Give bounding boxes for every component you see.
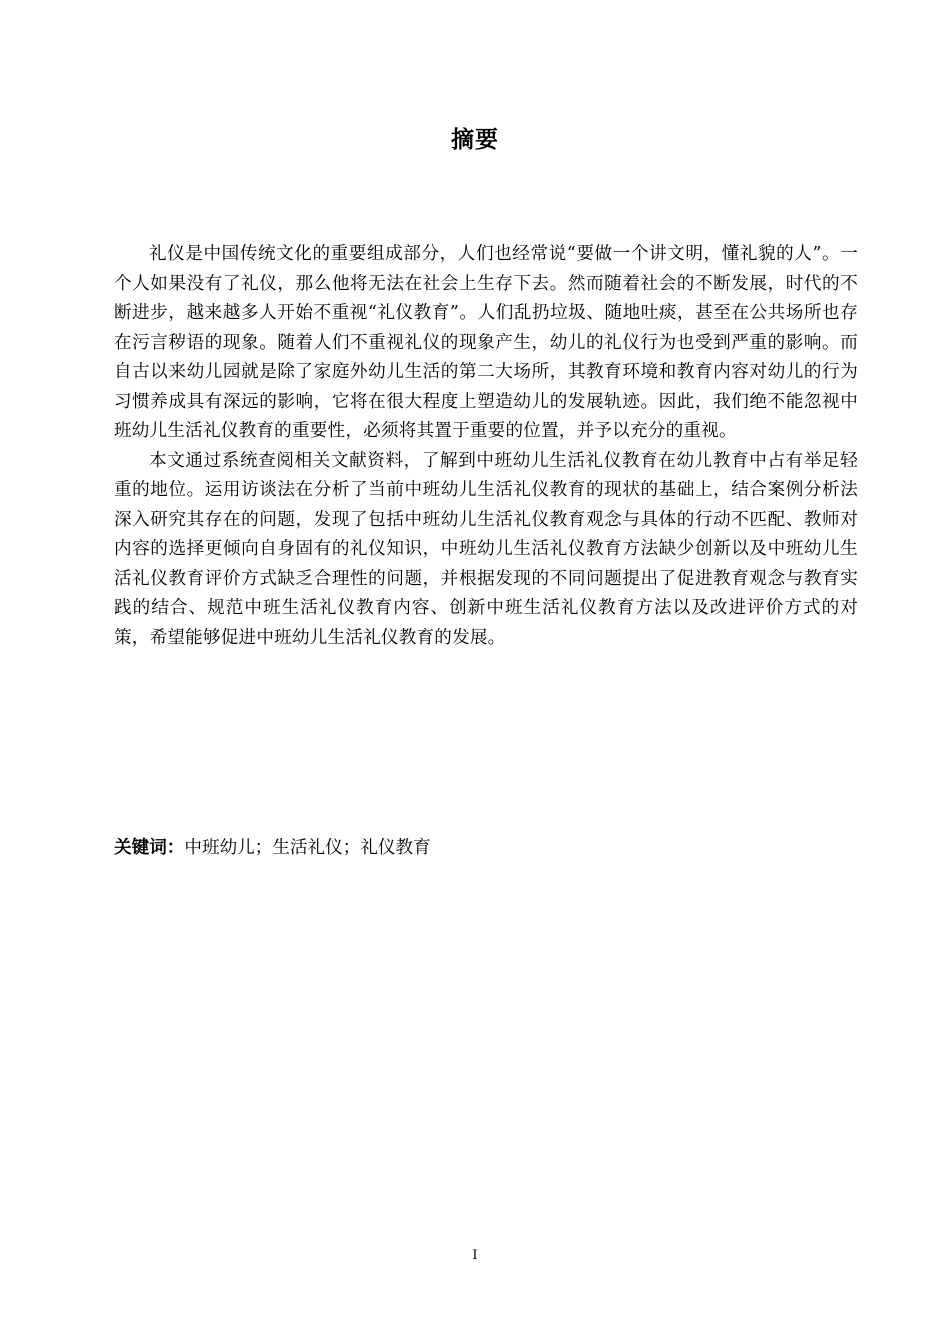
keywords-line [114,833,858,863]
page-number: I [472,1248,478,1263]
abstract-body [114,240,858,653]
page-title: 摘要 [451,127,499,153]
keywords-label: 关键词： [114,838,185,858]
abstract-paragraph: 礼仪是中国传统文化的重要组成部分，人们也经常说“要做一个讲文明，懂礼貌的人”。一个人如果没有了礼仪，那么他将无法在社会上生存下去。然而随着社会的不断发展，时代的不断进步，越来越多人开始不重视“礼仪教育”。人们乱扔垃圾、随地吐痰，甚至在公共场所也存在污言秽语的现象。随着人们不重视礼仪的现象产生，幼儿的礼仪行为也受到严重的影响。而自古以来幼儿园就是除了家庭外幼儿生活的第二大场所，其教育环境和教育内容对幼儿的行为习惯养成具有深远的影响，它将在很大程度上塑造幼儿的发展轨迹。因此，我们绝不能忽视中班幼儿生活礼仪教育的重要性，必须将其置于重要的位置，并予以充分的重视。 [114,244,858,441]
keywords-text: 中班幼儿；生活礼仪；礼仪教育 [184,838,431,858]
abstract-paragraph: 本文通过系统查阅相关文献资料，了解到中班幼儿生活礼仪教育在幼儿教育中占有举足轻重的地位。运用访谈法在分析了当前中班幼儿生活礼仪教育的现状的基础上，结合案例分析法深入研究其存在的问题，发现了包括中班幼儿生活礼仪教育观念与具体的行动不匹配、教师对内容的选择更倾向自身固有的礼仪知识，中班幼儿生活礼仪教育方法缺少创新以及中班幼儿生活礼仪教育评价方式缺乏合理性的问题，并根据发现的不同问题提出了促进教育观念与教育实践的结合、规范中班生活礼仪教育内容、创新中班生活礼仪教育方法以及改进评价方式的对策，希望能够促进中班幼儿生活礼仪教育的发展。 [114,450,858,648]
